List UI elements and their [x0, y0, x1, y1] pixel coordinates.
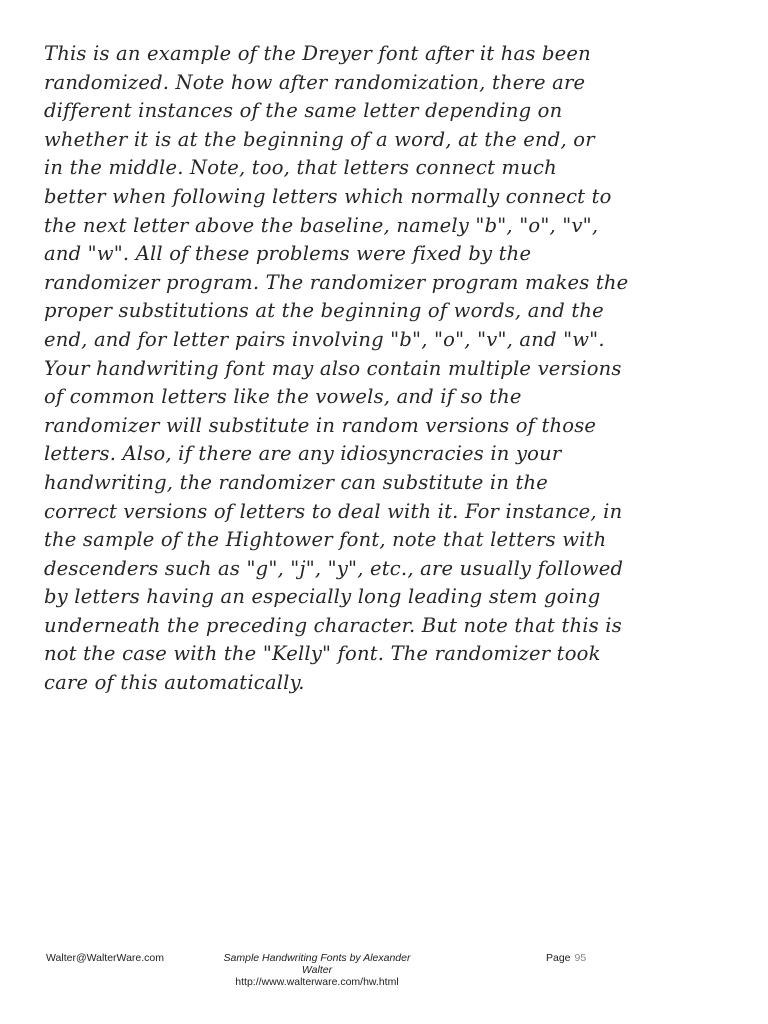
footer-email-link[interactable]: Walter@WalterWare.com — [46, 952, 165, 964]
text-line: Your handwriting font may also contain multiple versions — [44, 356, 622, 380]
text-line: descenders such as "g", "j", "y", etc., are usually followed — [44, 556, 624, 580]
text-line: the next letter above the baseline, namely "b", "o", "v", — [44, 213, 599, 237]
text-line: the sample of the Hightower font, note that letters with — [44, 528, 607, 552]
text-line: handwriting, the randomizer can substitute in the — [44, 470, 549, 494]
text-line: proper substitutions at the beginning of words, and the — [44, 299, 604, 323]
text-line: in the middle. Note, too, that letters connect much — [44, 156, 557, 180]
text-line: and "w". All of these problems were fixed by the — [44, 242, 532, 266]
text-line: by letters having an especially long leading stem going — [44, 585, 601, 609]
text-line: end, and for letter pairs involving "b", "o", "v", and "w". — [44, 327, 605, 351]
page-number: 95 — [574, 952, 587, 964]
text-line: correct versions of letters to deal with it. For instance, in — [44, 499, 623, 523]
text-line: better when following letters which normally connect to — [44, 184, 612, 208]
footer-title: Sample Handwriting Fonts by Alexander Walter — [223, 952, 411, 976]
text-line: letters. Also, if there are any idiosyncracies in your — [44, 442, 562, 466]
text-line: randomizer program. The randomizer program makes the — [44, 270, 629, 294]
page-label: Page — [546, 952, 571, 964]
handwriting-sample-text — [44, 40, 724, 698]
text-line: randomizer will substitute in random versions of those — [44, 413, 597, 437]
text-line: This is an example of the Dreyer font after it has been — [44, 42, 591, 65]
page-footer — [0, 952, 768, 992]
text-line: whether it is at the beginning of a word, at the end, or — [44, 127, 595, 151]
text-line: care of this automatically. — [44, 671, 305, 695]
text-line: randomized. Note how after randomization, there are — [44, 70, 586, 94]
footer-center-block — [210, 952, 424, 988]
text-line: not the case with the "Kelly" font. The randomizer took — [44, 642, 601, 666]
text-line: underneath the preceding character. But note that this is — [44, 613, 622, 637]
text-line: of common letters like the vowels, and if so the — [44, 385, 522, 409]
footer-page-indicator — [546, 952, 586, 964]
footer-url-link[interactable]: http://www.walterware.com/hw.html — [235, 976, 399, 988]
text-line: different instances of the same letter depending on — [44, 99, 563, 123]
